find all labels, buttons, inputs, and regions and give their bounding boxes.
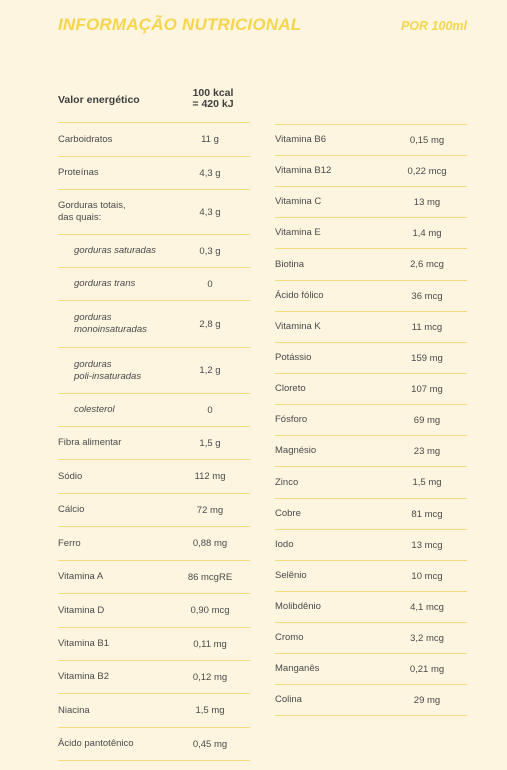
- energy-label: Valor energético: [58, 94, 140, 106]
- nutrient-name: Vitamina B2: [58, 671, 110, 682]
- energy-row: [58, 80, 250, 123]
- nutrient-name: Fósforo: [275, 414, 308, 425]
- table-row: [275, 467, 467, 499]
- table-row: [275, 623, 467, 654]
- nutrient-name: Vitamina C: [275, 196, 322, 207]
- table-row: [275, 187, 467, 218]
- table-row: [58, 123, 250, 157]
- nutrient-value: 81 mcg: [411, 508, 443, 520]
- nutrient-name: Vitamina B6: [275, 134, 327, 145]
- nutrient-name: Magnésio: [275, 445, 317, 456]
- table-row: [58, 427, 250, 460]
- table-row: [58, 661, 250, 694]
- nutrient-name: Proteínas: [58, 167, 99, 178]
- table-row: [275, 530, 467, 561]
- nutrient-value: 0,3 g: [199, 245, 221, 257]
- nutrient-name: Cromo: [275, 632, 304, 643]
- table-row: [58, 157, 250, 190]
- nutrient-value: 11 mcg: [411, 321, 443, 333]
- table-row: [275, 374, 467, 405]
- nutrient-name: gorduras poli-insaturadas: [74, 358, 142, 382]
- nutrient-value: 0,12 mg: [192, 671, 228, 683]
- nutrient-name: Sódio: [58, 470, 83, 482]
- nutrient-value: 1,5 mg: [412, 477, 442, 488]
- nutrient-name: Vitamina B12: [275, 165, 332, 176]
- table-row: [275, 561, 467, 592]
- table-row: [58, 527, 250, 561]
- table-row: [275, 125, 467, 156]
- left-column: [58, 123, 250, 761]
- table-row: [58, 628, 250, 661]
- nutrient-value: 1,5 g: [199, 437, 221, 449]
- nutrient-name: gorduras saturadas: [74, 245, 156, 256]
- nutrient-value: 11 g: [201, 134, 219, 145]
- table-row: [275, 654, 467, 685]
- table-row: [58, 348, 250, 394]
- table-row: [275, 592, 467, 623]
- nutrient-value: 1,4 mg: [412, 227, 442, 239]
- nutrient-value: 23 mg: [413, 445, 441, 457]
- nutrient-value: 0,15 mg: [409, 134, 445, 146]
- nutrient-value: 2,6 mcg: [410, 259, 444, 270]
- nutrient-value: 72 mg: [196, 504, 224, 516]
- nutrient-name: Ácido fólico: [275, 290, 324, 301]
- serving-basis: POR 100ml: [400, 19, 467, 33]
- nutrient-value: 86 mcgRE: [187, 571, 233, 583]
- table-row: [275, 343, 467, 374]
- nutrient-value: 29 mg: [413, 694, 441, 706]
- nutrient-value: 4,3 g: [199, 167, 221, 179]
- table-row: [58, 394, 250, 427]
- nutrient-value: 4,3 g: [199, 206, 221, 218]
- nutrient-value: 69 mg: [413, 414, 441, 426]
- table-row: [58, 460, 250, 494]
- nutrient-name: Molibdênio: [275, 601, 321, 612]
- nutrient-name: Manganês: [275, 663, 320, 674]
- table-row: [275, 405, 467, 436]
- nutrient-name: Ferro: [58, 537, 81, 549]
- nutrient-name: Zinco: [275, 476, 299, 488]
- nutrient-value: 10 mcg: [411, 570, 443, 582]
- nutrient-value: 1,2 g: [199, 365, 221, 376]
- nutrient-name: Carboidratos: [58, 133, 113, 145]
- table-row: [275, 281, 467, 312]
- nutrient-name: gorduras monoinsaturadas: [74, 312, 147, 335]
- nutrient-value: 0: [207, 278, 213, 290]
- nutrient-value: 2,8 g: [199, 318, 221, 330]
- table-row: [275, 249, 467, 281]
- nutrient-value: 13 mcg: [411, 539, 443, 551]
- nutrient-value: 13 mg: [413, 196, 441, 208]
- nutrient-name: Niacina: [58, 704, 90, 716]
- nutrient-name: Vitamina B1: [58, 638, 110, 649]
- nutrient-name: Iodo: [275, 539, 294, 550]
- nutrient-value: 159 mg: [411, 352, 443, 364]
- table-row: [275, 685, 467, 716]
- table-row: [58, 494, 250, 527]
- table-title: INFORMAÇÃO NUTRICIONAL: [58, 15, 302, 34]
- nutrient-name: Cálcio: [58, 504, 85, 515]
- nutrient-value: 1,5 mg: [195, 705, 225, 716]
- nutrient-name: Fibra alimentar: [58, 437, 122, 448]
- nutrient-name: Cloreto: [275, 383, 306, 394]
- nutrient-value: 0,22 mcg: [407, 165, 447, 177]
- nutrient-name: Biotina: [275, 258, 305, 270]
- table-row: [58, 594, 250, 628]
- nutrient-value: 107 mg: [411, 383, 443, 395]
- nutrient-value: 0,11 mg: [193, 638, 227, 650]
- table-row: [275, 312, 467, 343]
- nutrient-value: 4,1 mcg: [410, 601, 444, 613]
- nutrient-value: 0,88 mg: [192, 538, 228, 549]
- nutrient-name: Ácido pantotênico: [58, 738, 134, 749]
- energy-value: 100 kcal = 420 kJ: [192, 87, 234, 110]
- nutrient-value: 0,90 mcg: [190, 605, 230, 616]
- table-row: [58, 561, 250, 594]
- table-row: [58, 301, 250, 348]
- table-row: [275, 218, 467, 249]
- nutrient-name: Colina: [275, 694, 302, 705]
- nutrient-name: Vitamina A: [58, 571, 104, 582]
- table-row: [275, 436, 467, 467]
- nutrient-name: Vitamina K: [275, 321, 321, 332]
- nutrient-name: Selênio: [275, 570, 307, 581]
- nutrient-name: Gorduras totais, das quais:: [58, 200, 126, 223]
- nutrient-name: Vitamina D: [58, 604, 105, 616]
- table-row: [58, 190, 250, 235]
- nutrient-value: 0,21 mg: [409, 663, 445, 675]
- table-row: [58, 728, 250, 761]
- table-row: [58, 235, 250, 268]
- nutrient-value: 36 mcg: [411, 290, 443, 302]
- nutrient-value: 0,45 mg: [192, 738, 228, 750]
- nutrient-name: Potássio: [275, 352, 312, 363]
- nutrient-value: 3,2 mcg: [410, 632, 444, 644]
- nutrient-name: Cobre: [275, 508, 301, 519]
- nutrient-value: 112 mg: [194, 471, 226, 482]
- table-row: [275, 156, 467, 187]
- right-column: [275, 124, 467, 716]
- table-row: [58, 694, 250, 728]
- table-row: [58, 268, 250, 301]
- nutrient-name: colesterol: [74, 404, 115, 415]
- nutrient-value: 0: [207, 404, 213, 416]
- table-row: [275, 499, 467, 530]
- nutrient-name: Vitamina E: [275, 227, 321, 238]
- nutrient-name: gorduras trans: [74, 278, 136, 289]
